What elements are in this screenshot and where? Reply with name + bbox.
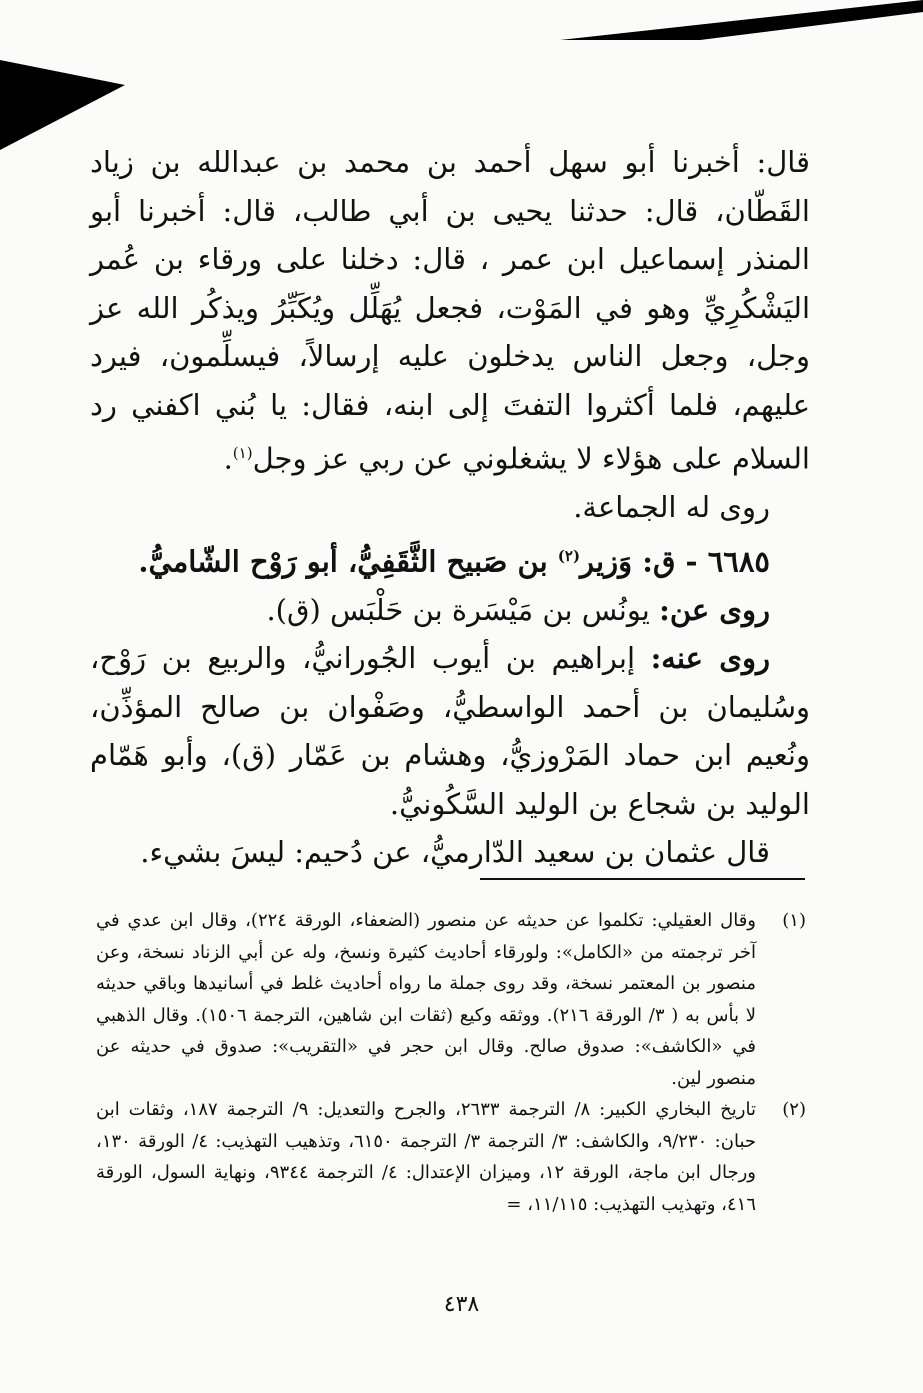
footnote-text: وقال العقيلي: تكلموا عن حديثه عن منصور (الضعفاء، الورقة ٢٢٤)، وقال ابن عدي في آخر ترجمته من «الكامل»: ولورقاء أحاديث كثيرة ونسخ، وله عن أبي الزناد نسخة، وعن منصور بن المعتمر نسخة، وقد روى جملة ما رواه أحاديث غلط في أسانيدها وباقي حديثه لا بأس به ( ٣/ الورقة ٢١٦). ووثقه وكيع (ثقات ابن شاهين، الترجمة ١٥٠٦). وقال الذهبي في «الكاشف»: صدوق صالح. وقال ابن حجر في «التقريب»: صدوق في حديثه عن منصور لين. xyxy=(96,910,756,1089)
footnote-ref-2: (٢) xyxy=(557,546,581,565)
entry-name-first: وَزير xyxy=(580,544,633,579)
riwa-an-text: يونُس بن مَيْسَرة بن حَلْبَس (ق). xyxy=(266,592,650,627)
riwa-anhu-label: روى عنه: xyxy=(650,641,770,676)
riwa-an-paragraph xyxy=(90,586,810,635)
footnote-1 xyxy=(96,905,806,1094)
isnad-paragraph xyxy=(90,138,810,483)
isnad-end: . xyxy=(223,441,233,476)
page-number: ٤٣٨ xyxy=(443,1292,480,1317)
footnote-ref-1: (١) xyxy=(232,444,253,462)
left-edge-mark xyxy=(0,0,130,160)
riwa-an-label: روى عن: xyxy=(659,592,770,627)
main-text xyxy=(90,138,810,877)
riwa-anhu-text: إبراهيم بن أيوب الجُورانيُّ، والربيع بن رَوْح، وسُليمان بن أحمد الواسطيُّ، وصَفْوان بن صالح المؤذِّن، ونُعيم ابن حماد المَرْوزيُّ، وهشام بن عَمّار (ق)، وأبو هَمّام الوليد بن شجاع بن الوليد السَّكُونيُّ. xyxy=(90,641,810,821)
entry-name-rest: بن صَبيح الثَّقَفِيُّ، أبو رَوْح الشّاميُّ. xyxy=(138,544,548,579)
isnad-text: قال: أخبرنا أبو سهل أحمد بن محمد بن عبدالله بن زياد القَطّان، قال: حدثنا يحيى بن أبي طالب، قال: أخبرنا أبو المنذر إسماعيل ابن عمر ، قال: دخلنا على ورقاء بن عُمر اليَشْكُرِيِّ وهو في المَوْت، فجعل يُهَلِّل ويُكَبِّرُ ويذكُر الله عز وجل، وجعل الناس يدخلون عليه إرسالاً، فيسلِّمون، فيرد عليهم، فلما أكثروا التفتَ إلى ابنه، فقال: يا بُني اكفني رد السلام على هؤلاء لا يشغلوني عن ربي عز وجل xyxy=(90,145,810,476)
final-paragraph: قال عثمان بن سعيد الدّارميُّ، عن دُحيم: ليسَ بشيء. xyxy=(140,835,770,870)
riwa-anhu-paragraph xyxy=(90,634,810,828)
footnote-number: (١) xyxy=(782,910,806,931)
top-edge-mark xyxy=(0,0,923,40)
riwa-lahu-paragraph: روى له الجماعة. xyxy=(573,490,770,525)
footnote-number: (٢) xyxy=(782,1099,806,1120)
entry-heading xyxy=(90,532,810,586)
footnotes xyxy=(96,905,806,1220)
page-body xyxy=(90,138,810,877)
entry-number: ٦٦٨٥ - ق: xyxy=(642,544,770,579)
footnote-divider xyxy=(480,878,805,880)
footnote-2 xyxy=(96,1094,806,1220)
footnote-text: تاريخ البخاري الكبير: ٨/ الترجمة ٢٦٣٣، والجرح والتعديل: ٩/ الترجمة ١٨٧، وثقات ابن حبان: ٩/٢٣٠، والكاشف: ٣/ الترجمة ٣/ الترجمة ٦١٥٠، وتذهيب التهذيب: ٤/ الورقة ١٣٠، ورجال ابن ماجة، الورقة ١٢، وميزان الإعتدال: ٤/ الترجمة ٩٣٤٤، ونهاية السول، الورقة ٤١٦، وتهذيب التهذيب: ١١/١١٥، = xyxy=(96,1099,757,1215)
